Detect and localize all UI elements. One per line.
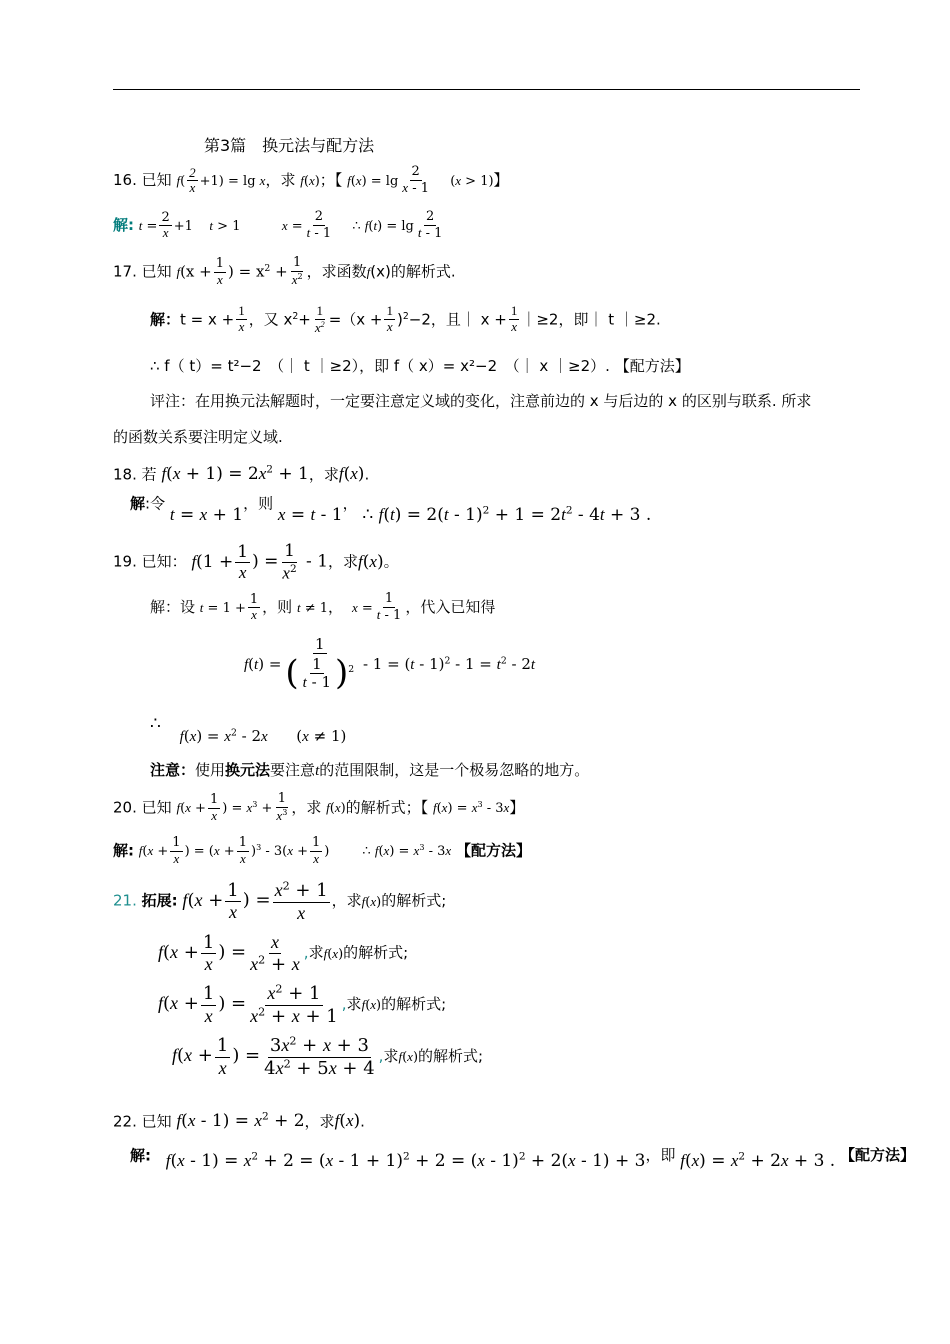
solution-19-result: ∴ $f(x) = x^2 - 2x$ (x ≠ 1): [150, 714, 347, 745]
problem-21-d: f(x + $\frac{1}{x}$ ) = $\frac{3x^2 + x + 3}{4x^2 + 5x + 4}$ ,求f(x)的解析式;: [172, 1034, 484, 1079]
problem-21-b: f(x + $\frac{1}{x}$ ) = $\frac{x}{x^2 + x}$ ,求f(x)的解析式;: [158, 931, 409, 975]
problem-16: 16. 已知 f( $\frac{2}{x}$ +1) = lg x，求 f(x)；【 f(x) = lg $\frac{2}{x - 1}$ (x > 1)】: [113, 164, 509, 196]
header-rule: [113, 89, 860, 90]
problem-20: 20. 已知 f(x + $\frac{1}{x}$ ) = $x^3$ + $\frac{1}{x^3}$ ，求 f(x)的解析式；【 $f(x) = x^3 - 3x$】: [113, 791, 525, 823]
solution-17-line1: 解：t = x + $\frac{1}{x}$ ，又 $x^2+$ $\frac{1}{x^2}$ =（x + $\frac{1}{x}$ )$^2$−2，且｜ x + $\frac{1}{x}$ ｜≥2，即｜ t ｜≥2.: [150, 303, 661, 335]
problem-17: 17. 已知 f(x + $\frac{1}{x}$ ) = $x^2$ + $\frac{1}{x^2}$ ，求函数f(x)的解析式.: [113, 255, 456, 287]
problem-21: 21. 拓展: f(x + $\frac{1}{x}$ ) = $\frac{x^2 + 1}{x}$ ，求f(x)的解析式;: [113, 879, 447, 923]
solution-19-line1: 解：设 t = 1 + $\frac{1}{x}$ ，则 t ≠ 1， x = $\frac{1}{t - 1}$ ，代入已知得: [150, 591, 496, 623]
problem-22: 22. 已知 $f(x - 1) = x^2 + 2$，求f(x).: [113, 1111, 365, 1132]
solution-18: 解:令 t = x + 1，则 x = t - 1， ∴ $f(t) = 2(t - 1)^2 + 1 = 2t^2 - 4t + 3$ .: [130, 494, 652, 526]
solution-17-line2: ∴ f（ t）= t²−2 （｜ t ｜≥2），即 f（ x）= x²−2 （｜ x ｜≥2）. 【配方法】: [150, 357, 690, 375]
solution-16: 解: t = $\frac{2}{x}$ +1 t > 1 x = $\frac{2}{t - 1}$ ∴ f(t) = lg $\frac{2}{t - 1}$: [113, 209, 443, 241]
page-title: 第3篇 换元法与配方法: [204, 136, 375, 155]
solution-20: 解: f(x + $\frac{1}{x}$ ) = (x + $\frac{1}{x}$ )$^3$ - 3(x + $\frac{1}{x}$ ) ∴ $f(x) = x^3 - 3x$ 【配方法】: [113, 835, 531, 866]
note-17: 评注：在用换元法解题时，一定要注意定义域的变化，注意前边的 x 与后边的 x 的区别与联系. 所求: [150, 392, 812, 410]
note-17-cont: 的函数关系要注明定义域.: [113, 428, 283, 446]
note-19: 注意：使用换元法要注意t的范围限制，这是一个极易忽略的地方。: [150, 761, 590, 779]
problem-18: 18. 若 $f(x + 1) = 2x^2 + 1$，求f(x).: [113, 464, 370, 485]
problem-21-c: f(x + $\frac{1}{x}$ ) = $\frac{x^2 + 1}{x^2 + x + 1}$ ,求f(x)的解析式;: [158, 982, 447, 1027]
problem-number: 16.: [113, 170, 137, 189]
problem-19: 19. 已知： f(1 + $\frac{1}{x}$ ) = $\frac{1}{x^2}$ - 1，求f(x)。: [113, 541, 399, 583]
fraction: $\frac{2}{x}$: [189, 164, 196, 196]
solution-19-equation: f(t) = 1 ( $\frac{1}{t - 1}$ )$^2$ - $1 = (t - 1)^2 - 1 = t^2 - 2t$: [244, 635, 536, 694]
solution-22: 解: $f(x - 1) = x^2 + 2 = (x - 1 + 1)^2 + 2 = (x - 1)^2 + 2(x - 1) + 3$，即 $f(x) = x^2 + 2x + 3$ . 【配方法】: [130, 1146, 915, 1172]
